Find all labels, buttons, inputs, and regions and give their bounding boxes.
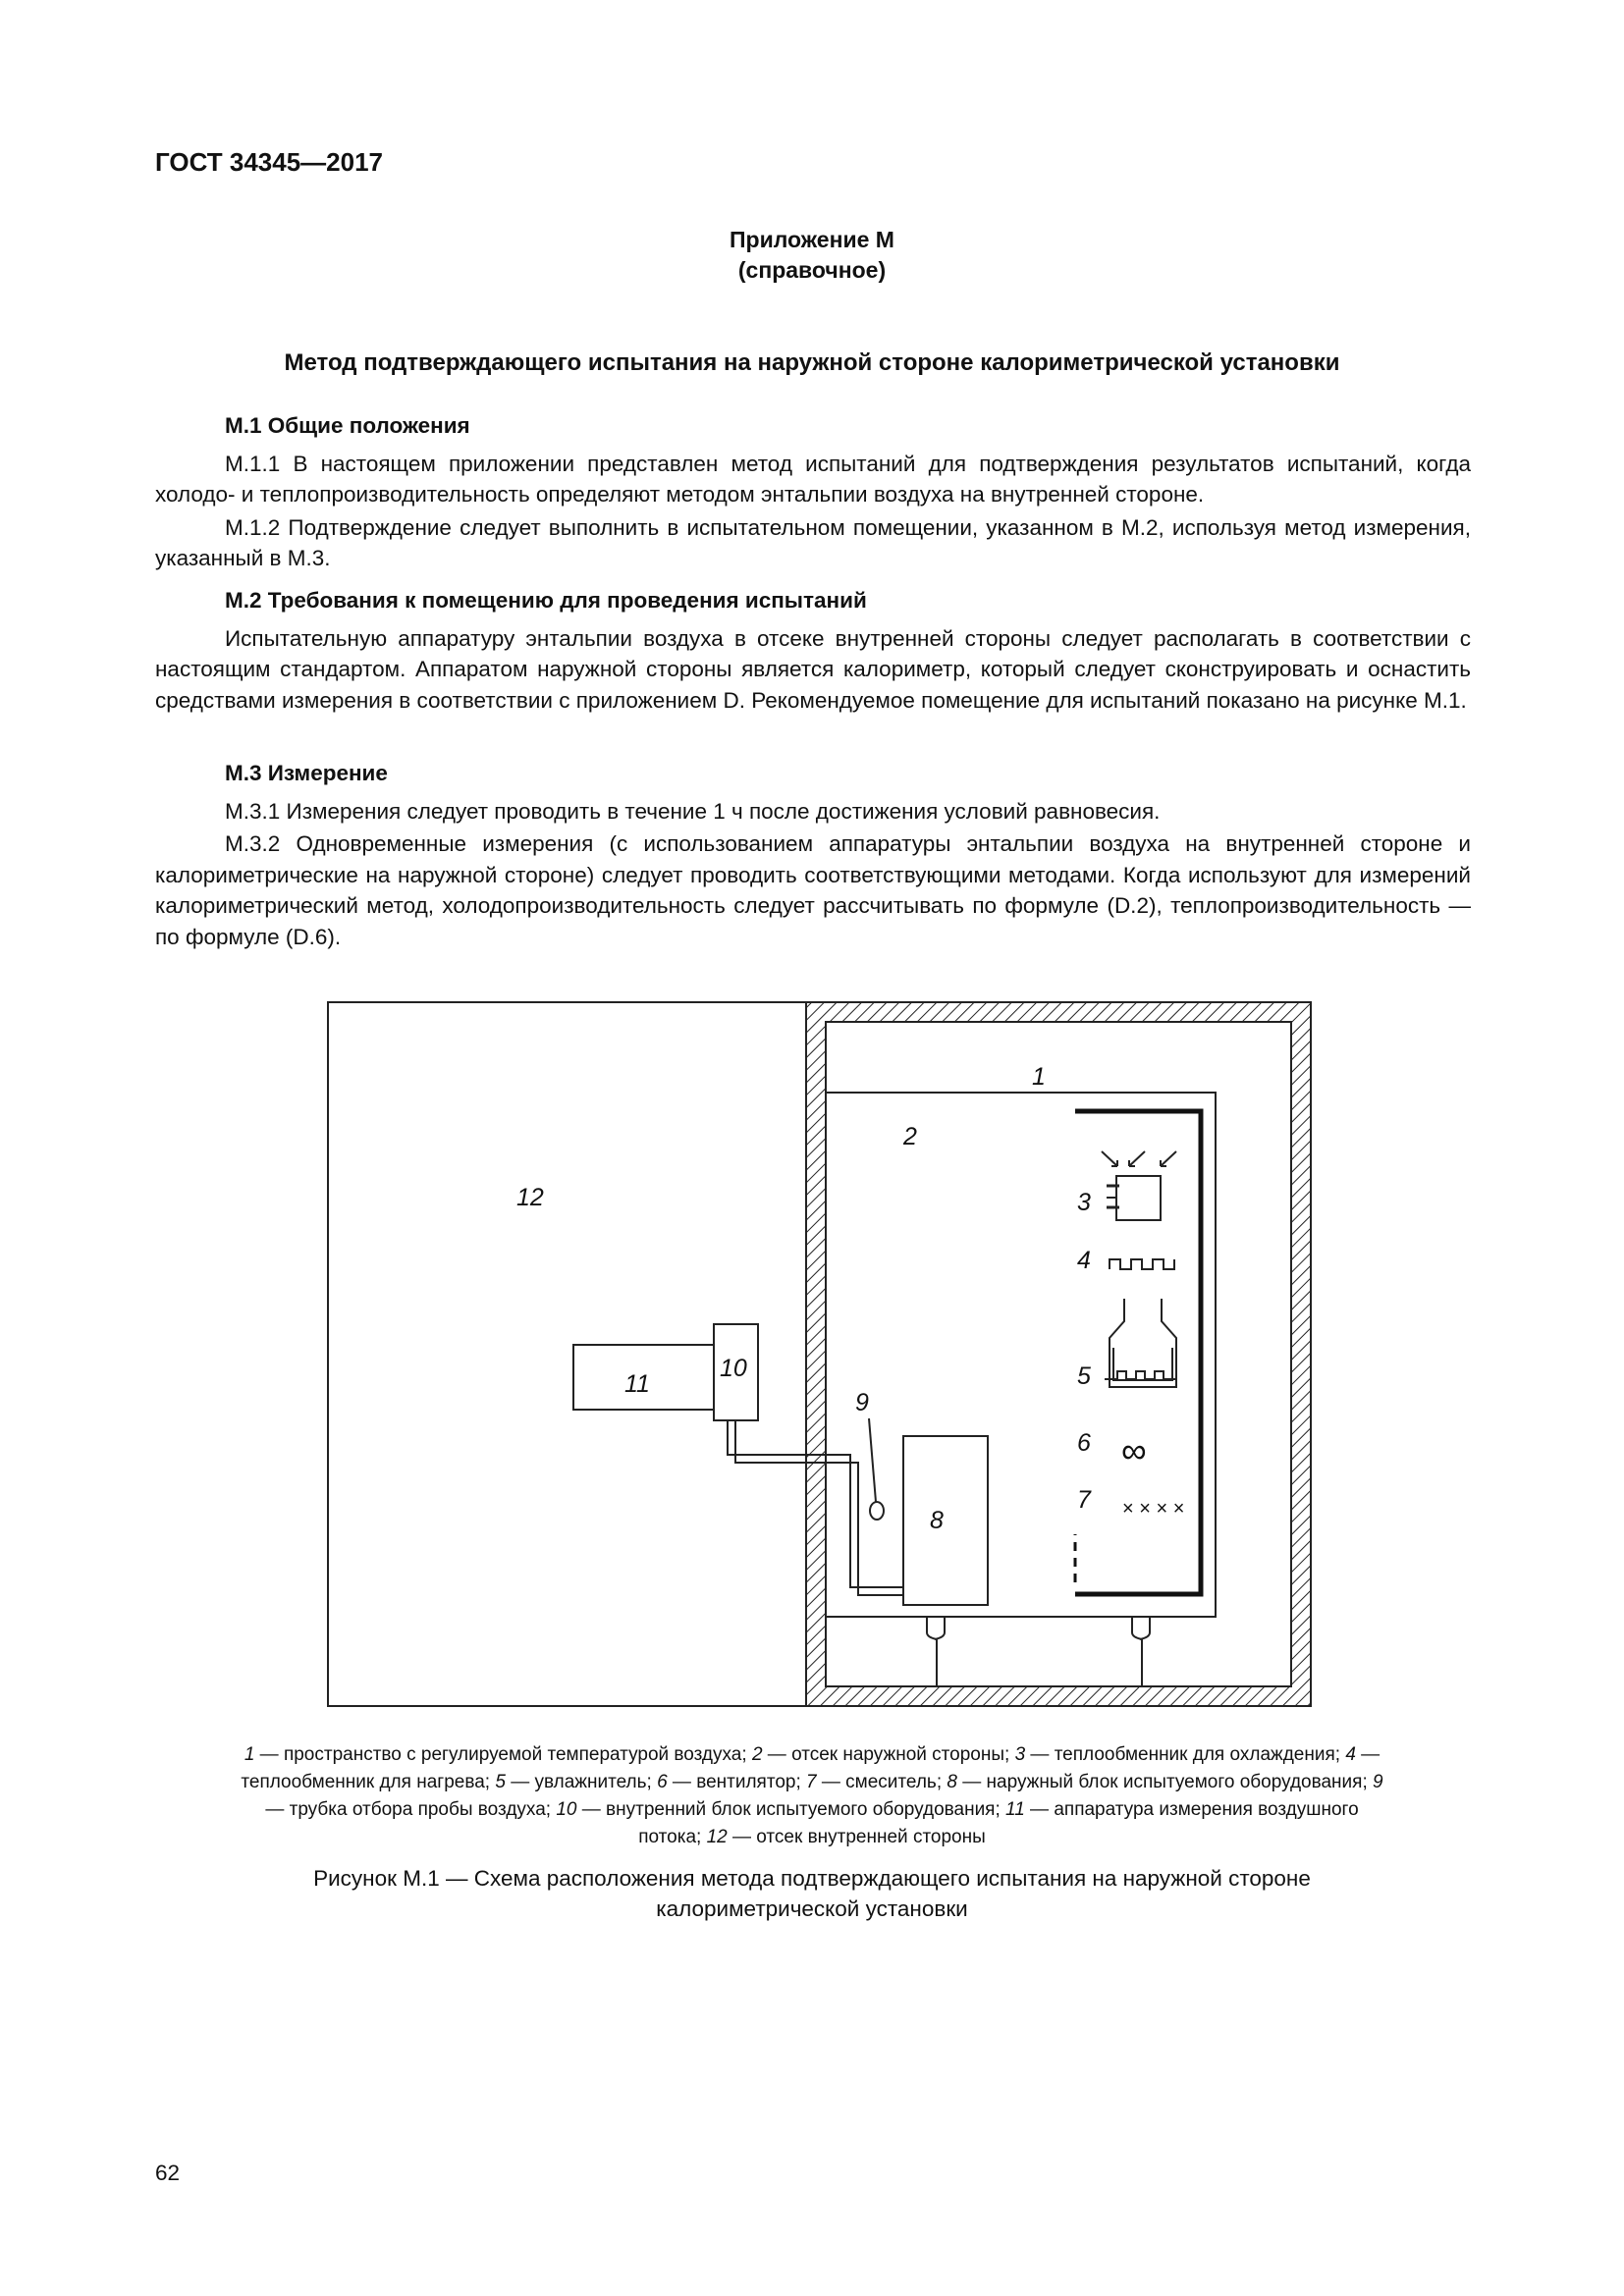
paragraph: М.3.2 Одновременные измерения (с использованием аппаратуры энтальпии воздуха на внутренней стороне и калориметрические на наружной стороне) следует проводить соответствующими методами. Когда используют для измерений калориметрический метод, холодопроизводительность следует рассчитывать по формуле (D.2), теплопроизводительность — по формуле (D.6). [155,831,1471,949]
insulated-wall [806,1002,1311,1706]
conditioning-duct [1075,1111,1201,1594]
outdoor-unit [903,1436,988,1605]
cooling-coil-icon [1102,1151,1176,1220]
label-5: 5 [1077,1362,1091,1390]
paragraph: М.3.1 Измерения следует проводить в течение 1 ч после достижения условий равновесия. [225,798,1161,824]
section-heading: М.3 Измерение [225,761,388,785]
fan-icon: ∞ [1121,1430,1147,1470]
section-heading: М.1 Общие положения [225,413,470,438]
label-2: 2 [903,1123,917,1150]
section-m2 [155,585,1471,718]
label-10: 10 [720,1355,747,1382]
document-title: Метод подтверждающего испытания на наружной стороне калориметрической установки [284,349,1340,376]
figure-legend: 1 — пространство с регулируемой температурой воздуха; 2 — отсек наружной стороны; 3 — теплообменник для охлаждения; 4 — теплообменник для нагрева; 5 — увлажнитель; 6 — вентилятор; 7 — смеситель; 8 — наружный блок испытуемого оборудования; 9 — трубка отбора пробы воздуха; 10 — внутренний блок испытуемого оборудования; 11 — аппаратура измерения воздушного потока; 12 — отсек внутренней стороны [241,1744,1383,1847]
label-8: 8 [930,1507,944,1534]
label-12: 12 [516,1184,544,1211]
appendix-subtitle: (справочное) [737,257,887,283]
appendix-title: Приложение М [730,227,894,252]
sampling-tube [869,1418,876,1502]
label-3: 3 [1077,1189,1091,1216]
section-m3 [155,758,1471,954]
support-leg [927,1617,945,1686]
label-6: 6 [1077,1429,1091,1457]
sampling-tube-end [870,1502,884,1520]
label-7: 7 [1077,1486,1091,1514]
page-number: 62 [155,2161,181,2185]
label-9: 9 [855,1389,869,1416]
figure-caption [0,1863,1624,1924]
label-1: 1 [1032,1063,1046,1091]
section-m1 [155,410,1471,576]
mixer-icon: × × × × [1122,1498,1185,1520]
outdoor-compartment [826,1093,1216,1617]
paragraph: М.1.2 Подтверждение следует выполнить в испытательном помещении, указанном в М.2, используя метод измерения, указанный в М.3. [155,514,1471,570]
test-room-diagram [324,989,1316,1716]
paragraph: М.1.1 В настоящем приложении представлен метод испытаний для подтверждения результатов испытаний, когда холодо- и теплопроизводительность определяют методом энтальпии воздуха на внутренней стороне. [155,451,1471,507]
humidifier-icon [1105,1299,1176,1387]
caption-line-2: калориметрической установки [656,1896,968,1921]
section-heading: М.2 Требования к помещению для проведения испытаний [225,588,867,613]
label-11: 11 [624,1370,650,1398]
caption-line-1: Рисунок М.1 — Схема расположения метода подтверждающего испытания на наружной стороне [313,1866,1311,1891]
standard-code: ГОСТ 34345—2017 [155,147,383,177]
heating-coil-icon [1110,1259,1174,1269]
support-leg [1132,1617,1150,1686]
label-4: 4 [1077,1247,1091,1274]
paragraph: Испытательную аппаратуру энтальпии воздуха в отсеке внутренней стороны следует располагать в соответствии с настоящим стандартом. Аппаратом наружной стороны является калориметр, который следует сконструировать и оснастить средствами измерения в соответствии с приложением D. Рекомендуемое помещение для испытаний показано на рисунке М.1. [155,625,1471,713]
